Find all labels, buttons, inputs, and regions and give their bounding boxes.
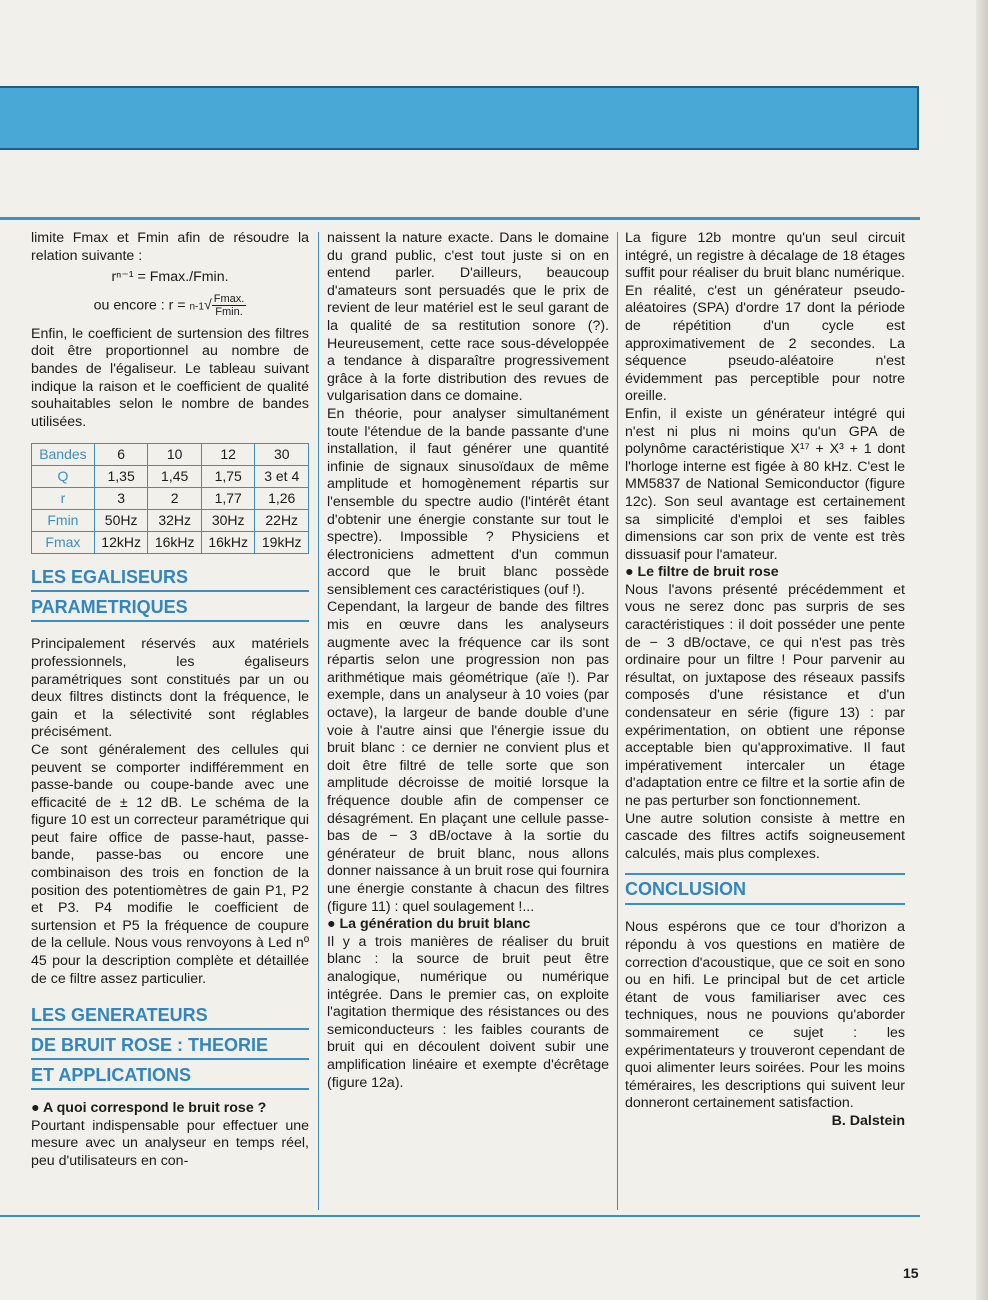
- table-row: [32, 488, 309, 510]
- col3-para-4: Une autre solution consiste à mettre en cascade des filtres actifs soigneusement calculés, mais plus complexes.: [625, 810, 905, 862]
- col1-para-1: Enfin, le coefficient de surtension des filtres doit être proportionnel au nombre de bandes de l'égaliseur. Le tableau suivant indique la raison et le coefficient de qualité souhaitables selon le nombre de bandes utilisées.: [31, 325, 309, 430]
- table-cell: 1,75: [201, 466, 255, 488]
- heading-egaliseurs-line-1: LES EGALISEURS: [31, 564, 309, 592]
- table-cell: 30: [255, 444, 309, 466]
- page-edge: [976, 0, 988, 1300]
- heading-generateurs-line-2: DE BRUIT ROSE : THEORIE: [31, 1032, 309, 1060]
- col2-para-4: Il y a trois manières de réaliser du bruit blanc : la source de bruit peut être analogique, numérique ou numérique intégrée. Dans le premier cas, on exploite l'agitation thermique des résistances ou des semiconducteurs : les faibles courants de bruit qui en découlent doivent subir une amplification linéaire et exempte d'écrêtage (figure 12a).: [327, 933, 609, 1091]
- bands-table: [31, 443, 309, 554]
- bottom-rule: [0, 1215, 920, 1217]
- table-cell: 1,77: [201, 488, 255, 510]
- heading-generateurs-line-1: LES GENERATEURS: [31, 1002, 309, 1030]
- table-cell: 1,35: [94, 466, 148, 488]
- table-cell: 1,45: [148, 466, 202, 488]
- table-cell: Q: [32, 466, 95, 488]
- table-cell: 30Hz: [201, 510, 255, 532]
- col3-para-5: Nous espérons que ce tour d'horizon a répondu à vos questions en matière de correction d'acoustique, que ce soit en sono ou en hifi. Le principal but de cet article étant de vous familiariser avec ces techniques, nous ne pouvions qu'aborder sommairement ce sujet : les expérimentateurs y trouveront cependant de quoi alimenter leurs soirées. Pour les moins téméraires, les descriptions qui suivent leur donneront certainement satisfaction.: [625, 919, 905, 1112]
- heading-conclusion: CONCLUSION: [625, 873, 905, 905]
- table-row: [32, 510, 309, 532]
- col2-para-2: En théorie, pour analyser simultanément toute l'étendue de la bande passante d'une installation, il faut générer une quantité infinie de signaux sinusoïdaux de même amplitude et homogènement répartis sur l'ensemble du spectre audio (l'intérêt étant d'obtenir une énergie constante sur tout le spectre). Impossible ? Physiciens et électroniciens admettent d'un commun accord que le bruit blanc possède sensiblement ces caractéristiques (ouf !).: [327, 405, 609, 598]
- subhead-filtre-bruit-rose: ● Le filtre de bruit rose: [625, 564, 779, 581]
- table-cell: 22Hz: [255, 510, 309, 532]
- column-1: [31, 230, 309, 1171]
- table-cell: 12kHz: [94, 532, 148, 554]
- table-cell: 32Hz: [148, 510, 202, 532]
- formula-2-fraction: [212, 293, 247, 318]
- col3-para-1: La figure 12b montre qu'un seul circuit intégré, un registre à décalage de 18 étages suffit pour réaliser du bruit blanc numérique. En réalité, c'est un générateur pseudo-aléatoires (SPA) d'ordre 17 dont la période de répétition d'un cycle est approximativement de 2 secondes. La séquence pseudo-aléatoire n'est évidemment pas perceptible pour notre oreille.: [625, 230, 905, 405]
- table-cell: 10: [148, 444, 202, 466]
- table-cell: 3: [94, 488, 148, 510]
- heading-egaliseurs-line-2: PARAMETRIQUES: [31, 594, 309, 622]
- formula-2-prefix: ou encore : r =: [93, 297, 190, 314]
- formula-2-denominator: Fmin.: [215, 305, 243, 318]
- col3-para-2: Enfin, il existe un générateur intégré qui n'est ni plus ni moins qu'un GPA de polynôme caractéristique X¹⁷ + X³ + 1 dont l'horloge interne est figée à 80 kHz. C'est le MM5837 de National Semiconductor (figure 12c). Son seul avantage est certainement sa simplicité d'emploi et ses faibles dimensions car son prix de vente est très dissuasif pour l'amateur.: [625, 405, 905, 563]
- col1-para-3: Ce sont généralement des cellules qui peuvent se comporter indifféremment en passe-bande ou coupe-bande avec une efficacité de ± 12 dB. Le schéma de la figure 10 est un correcteur paramétrique qui peut faire office de passe-haut, passe-bande, passe-bas ou encore une combinaison des trois en fonction de la position des potentiomètres de gain P1, P2 et P3. P4 modifie le coefficient de surtension et P5 la fréquence de coupure de la cellule. Nous vous renvoyons à Led nº 45 pour la description complète et détaillée de ce filtre assez particulier.: [31, 741, 309, 987]
- table-cell: 16kHz: [148, 532, 202, 554]
- column-divider-1: [318, 232, 319, 1210]
- table-row: [32, 532, 309, 554]
- table-cell: 16kHz: [201, 532, 255, 554]
- author-signature: B. Dalstein: [831, 1112, 905, 1129]
- table-cell: 1,26: [255, 488, 309, 510]
- column-3: [625, 230, 905, 1131]
- table-cell: Fmax: [32, 532, 95, 554]
- column-2: [327, 230, 609, 1092]
- table-cell: r: [32, 488, 95, 510]
- page-number: 15: [903, 1265, 919, 1281]
- formula-2: ou encore : r = n-1√ $\frac{Fmax.}{Fmin.}$: [93, 292, 245, 318]
- header-color-band: [0, 86, 919, 150]
- col1-para-4: Pourtant indispensable pour effectuer une mesure avec un analyseur en temps réel, peu d'utilisateurs en con-: [31, 1117, 309, 1169]
- table-cell: 2: [148, 488, 202, 510]
- table-cell: Fmin: [32, 510, 95, 532]
- table-row: [32, 466, 309, 488]
- formula-1: rⁿ⁻¹ = Fmax./Fmin.: [111, 269, 229, 286]
- table-cell: 12: [201, 444, 255, 466]
- table-cell: 50Hz: [94, 510, 148, 532]
- column-divider-2: [617, 232, 618, 1210]
- top-rule: [0, 217, 920, 220]
- col3-para-3: Nous l'avons présenté précédemment et vous ne serez donc pas surpris de ses caractéristiques : il doit posséder une pente de − 3 dB/octave, ce qui n'est pas très ordinaire pour un filtre ! Pour parvenir au résultat, on juxtapose des réseaux passifs composés d'une résistance et d'un condensateur en série (figure 13) : par expérimentation, on obtient une réponse acceptable bien qu'approximative. Il faut impérativement intercaler un étage d'adaptation entre ce filtre et la sortie afin de ne pas perturber son fonctionnement.: [625, 581, 905, 809]
- table-cell: Bandes: [32, 444, 95, 466]
- subhead-bruit-rose: ● A quoi correspond le bruit rose ?: [31, 1100, 267, 1117]
- col1-intro: limite Fmax et Fmin afin de résoudre la relation suivante :: [31, 230, 309, 264]
- heading-generateurs-line-3: ET APPLICATIONS: [31, 1062, 309, 1090]
- table-cell: 6: [94, 444, 148, 466]
- table-row: [32, 444, 309, 466]
- col2-para-1: naissent la nature exacte. Dans le domaine du grand public, c'est tout juste si on en entend parler. D'ailleurs, beaucoup d'amateurs sont persuadés que le prix de revient de leur matériel est le seul garant de la qualité de sa restitution sonore (?). Heureusement, cette race sous-développée a tendance à disparaître progressivement grâce à la forte distribution des revues de vulgarisation dans ce domaine.: [327, 230, 609, 405]
- formula-2-index: n-1: [189, 301, 204, 313]
- table-cell: 19kHz: [255, 532, 309, 554]
- subhead-generation-bruit-blanc: ● La génération du bruit blanc: [327, 916, 531, 933]
- col1-para-2: Principalement réservés aux matériels professionnels, les égaliseurs paramétriques sont constitués par un ou deux filtres distincts dont la fréquence, le gain et la sélectivité sont réglables précisément.: [31, 636, 309, 741]
- col2-para-3: Cependant, la largeur de bande des filtres mis en œuvre dans les analyseurs augmente avec la fréquence car ils sont répartis selon une progression non pas arithmétique mais géométrique (aïe !). Par exemple, dans un analyseur à 10 voies (par octave), la largeur de bande double d'une voie à l'autre ainsi que l'énergie issue du bruit blanc : ce dernier ne convient plus et doit être filtré de telle sorte que son amplitude décroisse de moitié lorsque la fréquence double afin de compenser ce désagrément. En plaçant une cellule passe-bas de − 3 dB/octave à la sortie du générateur de bruit blanc, nous allons donner naissance à un bruit rose qui fournira une énergie constante à chacun des filtres (figure 11) : quel soulagement !...: [327, 599, 609, 915]
- formula-2-numerator: Fmax.: [213, 292, 245, 305]
- table-cell: 3 et 4: [255, 466, 309, 488]
